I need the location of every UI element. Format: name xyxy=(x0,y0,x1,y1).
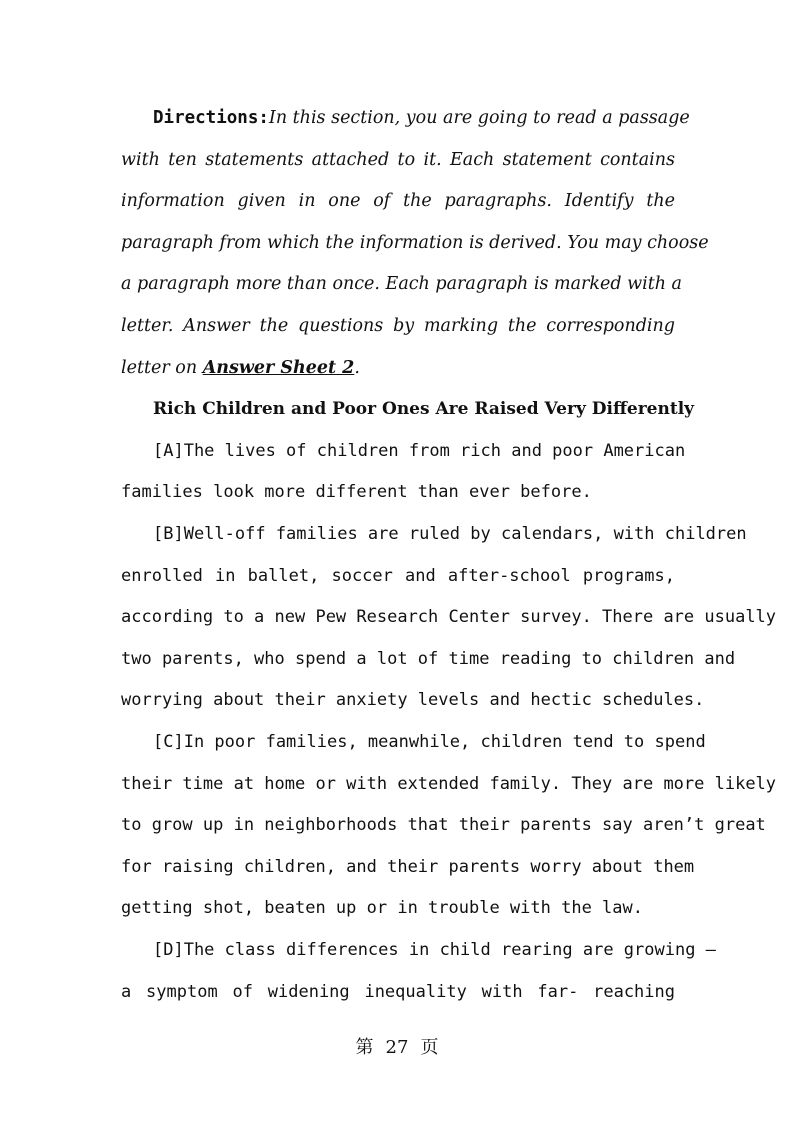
directions-line-1 xyxy=(153,107,690,129)
answer-sheet-link: Answer Sheet 2 xyxy=(202,358,355,378)
directions-line-6: letter. Answer the questions by marking the corresponding xyxy=(121,316,675,336)
directions-line-7 xyxy=(121,357,675,379)
page-number: 27 xyxy=(385,1037,409,1058)
article-line: two parents, who spend a lot of time reading to children and xyxy=(121,649,736,669)
article-line: [A]The lives of children from rich and poor American xyxy=(153,441,686,461)
article-line: for raising children, and their parents worry about them xyxy=(121,857,695,877)
article-line: to grow up in neighborhoods that their parents say aren’t great xyxy=(121,815,766,835)
directions-label: Directions: xyxy=(153,108,269,128)
page-footer xyxy=(0,1033,794,1059)
article-line: [D]The class differences in child rearing are growing — xyxy=(153,940,716,960)
directions-last-prefix: letter on xyxy=(121,358,203,378)
article-line: enrolled in ballet, soccer and after-school programs, xyxy=(121,566,675,586)
directions-line-2: with ten statements attached to it. Each statement contains xyxy=(121,150,675,170)
directions-line-5: a paragraph more than once. Each paragraph is marked with a xyxy=(121,274,682,294)
directions-text: In this section, you are going to read a passage xyxy=(268,108,690,128)
article-line: worrying about their anxiety levels and hectic schedules. xyxy=(121,690,705,710)
article-line: getting shot, beaten up or in trouble with the law. xyxy=(121,898,643,918)
article-line: [B]Well-off families are ruled by calendars, with children xyxy=(153,524,747,544)
directions-last-suffix: . xyxy=(354,358,360,378)
article-line: their time at home or with extended family. They are more likely xyxy=(121,774,777,794)
article-line: according to a new Pew Research Center survey. There are usually xyxy=(121,607,777,627)
directions-line-3: information given in one of the paragraphs. Identify the xyxy=(121,191,675,211)
article-line: a symptom of widening inequality with far- reaching xyxy=(121,982,675,1002)
footer-suffix: 页 xyxy=(420,1037,439,1058)
article-line: [C]In poor families, meanwhile, children tend to spend xyxy=(153,732,706,752)
directions-line-4: paragraph from which the information is derived. You may choose xyxy=(121,233,709,253)
footer-prefix: 第 xyxy=(355,1037,374,1058)
article-title: Rich Children and Poor Ones Are Raised Very Differently xyxy=(153,399,695,419)
article-line: families look more different than ever before. xyxy=(121,482,592,502)
